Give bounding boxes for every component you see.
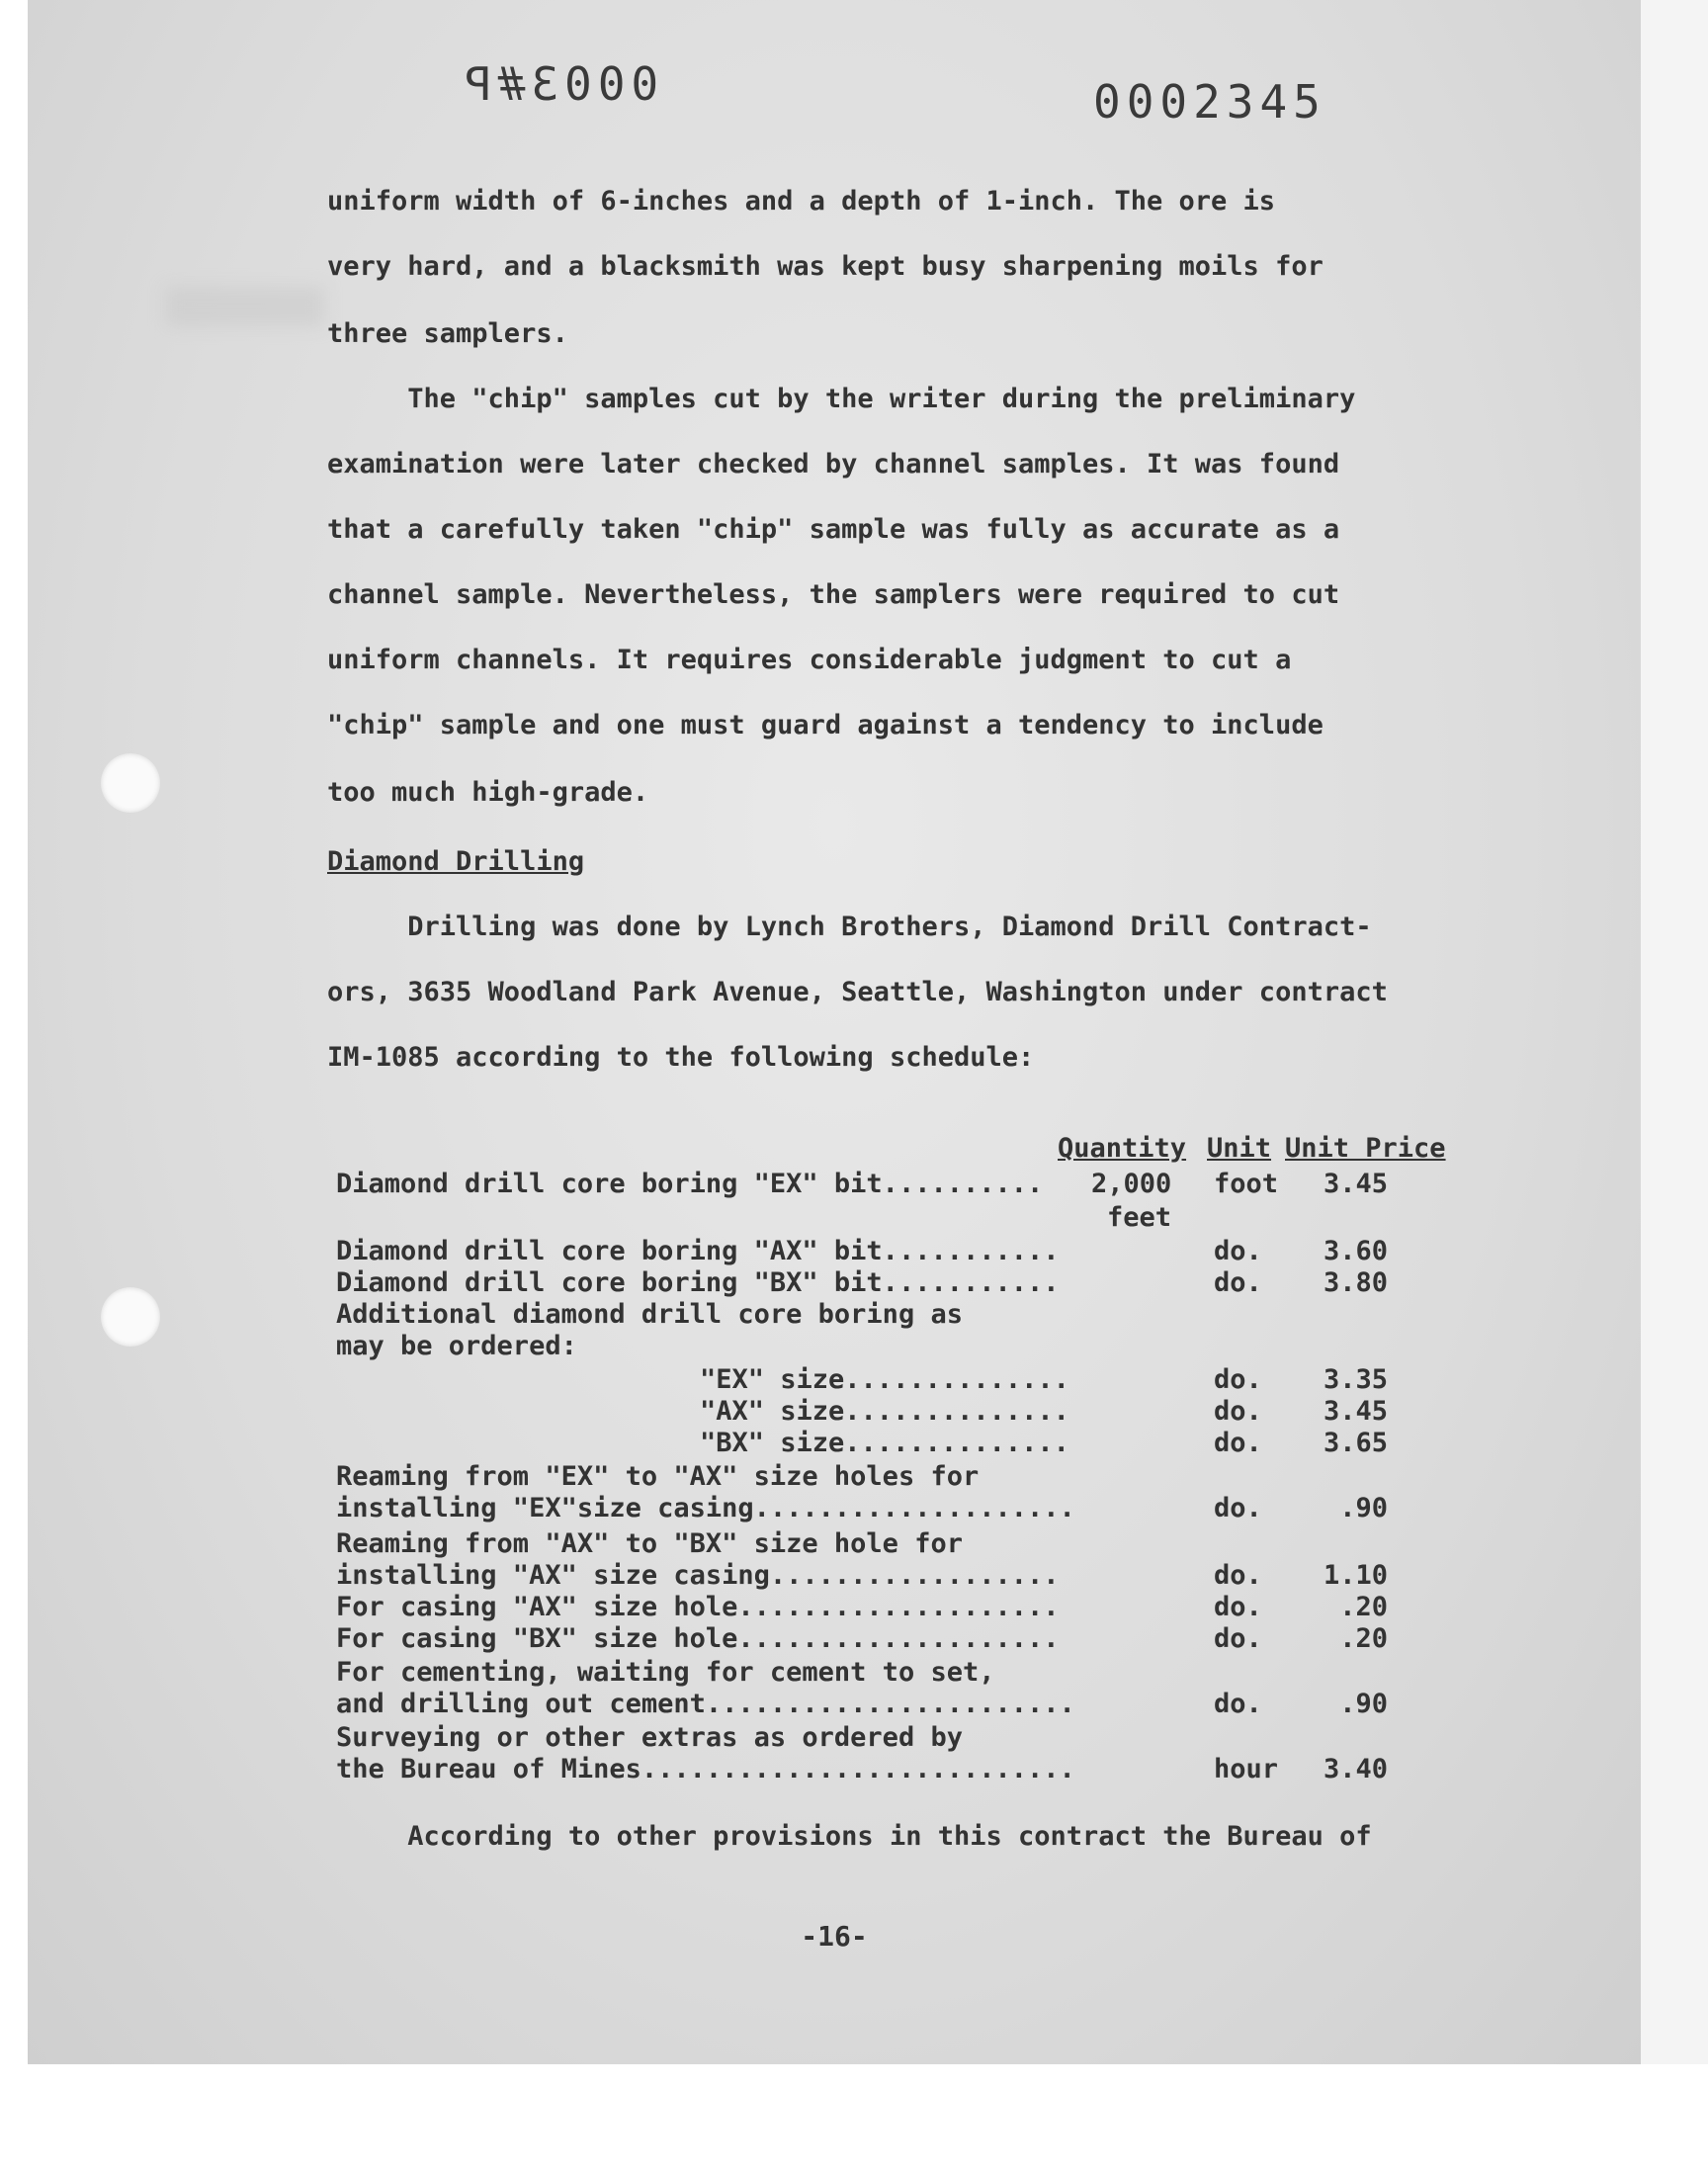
schedule-row-unit-price: 3.35 <box>1323 1364 1388 1395</box>
body-line: channel sample. Nevertheless, the samplers were required to cut <box>327 579 1340 610</box>
schedule-row-description: Reaming from "AX" to "BX" size hole for <box>336 1528 963 1559</box>
schedule-row-description: and drilling out cement....................... <box>336 1689 1075 1719</box>
body-line: too much high-grade. <box>327 777 649 808</box>
body-line: "chip" sample and one must guard against a tendency to include <box>327 710 1324 740</box>
schedule-row-unit-price: 3.60 <box>1323 1236 1388 1266</box>
mirrored-stamp-number: 0003#P <box>459 57 659 111</box>
schedule-row-unit: foot <box>1214 1169 1279 1199</box>
body-line: The "chip" samples cut by the writer during the preliminary <box>327 384 1356 414</box>
schedule-row-unit: hour <box>1214 1754 1279 1784</box>
page-number: -16- <box>801 1920 868 1953</box>
schedule-row-description: For casing "BX" size hole.................... <box>336 1623 1060 1654</box>
schedule-row-description: Reaming from "EX" to "AX" size holes for <box>336 1461 980 1492</box>
schedule-row-description: Additional diamond drill core boring as <box>336 1299 963 1330</box>
schedule-row-description: may be ordered: <box>336 1331 577 1361</box>
body-line: Drilling was done by Lynch Brothers, Diamond Drill Contract- <box>327 912 1372 942</box>
schedule-row-unit: do. <box>1214 1396 1262 1427</box>
schedule-row-unit-price: 3.80 <box>1323 1267 1388 1298</box>
schedule-row-description: "BX" size.............. <box>700 1428 1069 1458</box>
body-line: examination were later checked by channel samples. It was found <box>327 449 1340 479</box>
schedule-row-description: Diamond drill core boring "AX" bit........... <box>336 1236 1060 1266</box>
schedule-row-unit: do. <box>1214 1689 1262 1719</box>
schedule-row-unit: do. <box>1214 1236 1262 1266</box>
schedule-row-unit: do. <box>1214 1267 1262 1298</box>
schedule-row-quantity-unit: feet <box>1107 1202 1172 1233</box>
schedule-row-description: For cementing, waiting for cement to set, <box>336 1657 995 1688</box>
closing-line: According to other provisions in this contract the Bureau of <box>327 1821 1372 1852</box>
schedule-row-quantity: 2,000 <box>1091 1169 1172 1199</box>
schedule-row-description: the Bureau of Mines........................... <box>336 1754 1075 1784</box>
schedule-row-description: Surveying or other extras as ordered by <box>336 1722 963 1753</box>
schedule-row-unit: do. <box>1214 1493 1262 1523</box>
schedule-row-unit-price: .20 <box>1339 1623 1388 1654</box>
punch-hole <box>101 753 160 813</box>
column-header-unit: Unit <box>1207 1133 1272 1164</box>
body-line: three samplers. <box>327 318 568 349</box>
schedule-row-description: "AX" size.............. <box>700 1396 1069 1427</box>
schedule-row-description: Diamond drill core boring "BX" bit........... <box>336 1267 1060 1298</box>
scanner-edge <box>1641 0 1708 2064</box>
column-header-quantity: Quantity <box>1058 1133 1187 1164</box>
schedule-row-unit-price: 3.45 <box>1323 1396 1388 1427</box>
schedule-row-unit-price: .90 <box>1339 1689 1388 1719</box>
body-line: ors, 3635 Woodland Park Avenue, Seattle, Washington under contract <box>327 977 1388 1007</box>
schedule-row-description: "EX" size.............. <box>700 1364 1069 1395</box>
schedule-row-unit-price: 3.40 <box>1323 1754 1388 1784</box>
schedule-row-unit-price: .90 <box>1339 1493 1388 1523</box>
schedule-row-unit: do. <box>1214 1428 1262 1458</box>
body-line: that a carefully taken "chip" sample was fully as accurate as a <box>327 514 1340 545</box>
body-line: very hard, and a blacksmith was kept busy sharpening moils for <box>327 251 1324 282</box>
page-smudge <box>166 287 324 326</box>
schedule-row-description: Diamond drill core boring "EX" bit.......... <box>336 1169 1044 1199</box>
schedule-row-unit: do. <box>1214 1623 1262 1654</box>
schedule-row-description: installing "AX" size casing.................. <box>336 1560 1060 1591</box>
schedule-row-unit-price: .20 <box>1339 1592 1388 1622</box>
schedule-row-description: installing "EX"size casing.................... <box>336 1493 1075 1523</box>
body-line: IM-1085 according to the following schedule: <box>327 1042 1035 1073</box>
document-stamp-number: 0002345 <box>1093 75 1326 129</box>
schedule-row-unit: do. <box>1214 1364 1262 1395</box>
schedule-row-unit-price: 3.45 <box>1323 1169 1388 1199</box>
column-header-unit-price: Unit Price <box>1285 1133 1446 1164</box>
schedule-row-unit-price: 3.65 <box>1323 1428 1388 1458</box>
body-line: uniform channels. It requires considerable judgment to cut a <box>327 645 1292 675</box>
schedule-row-unit: do. <box>1214 1592 1262 1622</box>
punch-hole <box>101 1287 160 1347</box>
schedule-row-unit-price: 1.10 <box>1323 1560 1388 1591</box>
schedule-row-unit: do. <box>1214 1560 1262 1591</box>
body-line: uniform width of 6-inches and a depth of 1-inch. The ore is <box>327 186 1276 217</box>
document-page <box>28 0 1641 2064</box>
section-heading: Diamond Drilling <box>327 846 585 877</box>
schedule-row-description: For casing "AX" size hole.................... <box>336 1592 1060 1622</box>
